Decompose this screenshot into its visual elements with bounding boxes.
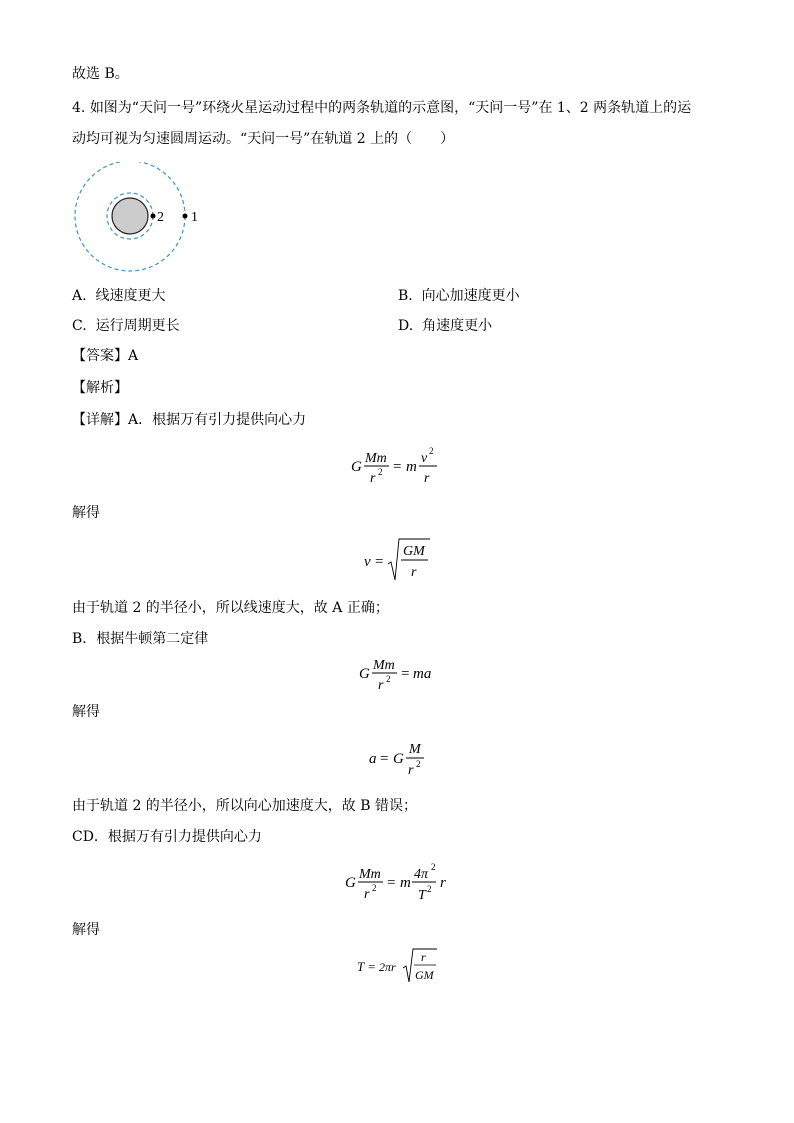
mars-planet	[112, 198, 148, 234]
f3-G: G	[359, 666, 370, 682]
f5-4pi-exp: 2	[431, 862, 436, 872]
f2-GM: GM	[403, 544, 425, 559]
answer-line: 【答案】A	[72, 348, 139, 364]
f3-Mm: Mm	[373, 658, 395, 673]
f4-G: G	[393, 751, 404, 767]
f3-ma: ma	[413, 666, 432, 682]
conclusion-b-line: 由于轨道 2 的半径小，所以向心加速度大，故 B 错误；	[72, 798, 417, 814]
conclusion-a-line: 由于轨道 2 的半径小，所以线速度大，故 A 正确；	[72, 600, 389, 616]
formula-period	[0, 946, 794, 986]
f5-m: m	[400, 875, 411, 891]
f1-v-exp: 2	[429, 446, 434, 456]
option-c	[72, 316, 180, 336]
f4-r-exp: 2	[416, 759, 421, 769]
f1-G: G	[351, 459, 362, 475]
formula-newton-second-law	[0, 654, 794, 698]
f1-v: v	[421, 451, 428, 466]
option-a-text: 线速度更大	[95, 288, 166, 304]
formula-gravity-period	[0, 860, 794, 906]
orbit-label-1: 1	[191, 210, 198, 225]
option-b	[398, 286, 520, 306]
detail-b-line: B．根据牛顿第二定律	[72, 631, 209, 647]
f4-eq: =	[380, 751, 389, 767]
analysis-label: 【解析】	[72, 380, 128, 396]
f2-eq: =	[375, 554, 384, 570]
orbit-diagram	[68, 162, 218, 274]
formula-acceleration	[0, 738, 794, 782]
f5-r: r	[364, 887, 370, 902]
jiede-2: 解得	[72, 704, 100, 720]
option-d-letter: D.	[398, 318, 414, 334]
option-d-text: 角速度更小	[422, 318, 493, 334]
option-b-letter: B.	[398, 288, 413, 304]
question-line-1	[72, 98, 691, 118]
f5-T-exp: 2	[427, 884, 432, 894]
jiede-3: 解得	[72, 922, 100, 938]
f1-r: r	[370, 471, 376, 486]
f4-r: r	[408, 763, 414, 778]
previous-answer-line: 故选 B。	[72, 66, 129, 82]
option-c-text: 运行周期更长	[95, 318, 180, 334]
f1-m: m	[406, 459, 417, 475]
f1-r-exp: 2	[378, 467, 383, 477]
f5-G: G	[345, 875, 356, 891]
f5-eq: =	[387, 875, 396, 891]
probe-dot-orbit-1	[183, 214, 188, 219]
formula-velocity	[0, 536, 794, 586]
f2-r: r	[411, 565, 417, 580]
f1-Mm: Mm	[365, 451, 387, 466]
jiede-1: 解得	[72, 505, 100, 521]
f5-Mm: Mm	[359, 867, 381, 882]
f5-r-tail: r	[440, 875, 446, 891]
f5-r-exp: 2	[372, 883, 377, 893]
f6-eq: =	[368, 959, 376, 974]
formula-gravity-centripetal-velocity	[0, 444, 794, 488]
detail-cd-line: CD．根据万有引力提供向心力	[72, 829, 262, 845]
option-d	[398, 316, 492, 336]
option-a-letter: A.	[72, 288, 87, 304]
f4-a: a	[369, 751, 377, 767]
f2-v: v	[364, 554, 371, 570]
f3-r-exp: 2	[386, 674, 391, 684]
f4-M: M	[409, 742, 421, 757]
probe-dot-orbit-2	[151, 214, 156, 219]
f6-2pir: 2πr	[379, 960, 396, 974]
f6-r: r	[421, 950, 426, 964]
option-c-letter: C.	[72, 318, 87, 334]
f1-r2: r	[424, 471, 430, 486]
f6-T: T	[357, 959, 365, 974]
orbit-label-2: 2	[157, 210, 164, 225]
question-line-2: 动均可视为匀速圆周运动。“天问一号”在轨道 2 上的（ ）	[72, 131, 455, 147]
option-b-text: 向心加速度更小	[421, 288, 520, 304]
f3-eq: =	[401, 666, 410, 682]
f5-4pi: 4π	[414, 867, 429, 882]
question-text-1: 如图为“天问一号”环绕火星运动过程中的两条轨道的示意图，“天问一号”在 1、2 两条轨道上的运	[89, 100, 692, 116]
f1-eq: =	[393, 459, 402, 475]
f5-T: T	[418, 888, 426, 903]
question-number: 4.	[72, 100, 86, 116]
f3-r: r	[378, 678, 384, 693]
option-a	[72, 286, 165, 306]
f6-GM: GM	[415, 968, 434, 982]
detail-a-line: 【详解】A．根据万有引力提供向心力	[72, 412, 307, 428]
